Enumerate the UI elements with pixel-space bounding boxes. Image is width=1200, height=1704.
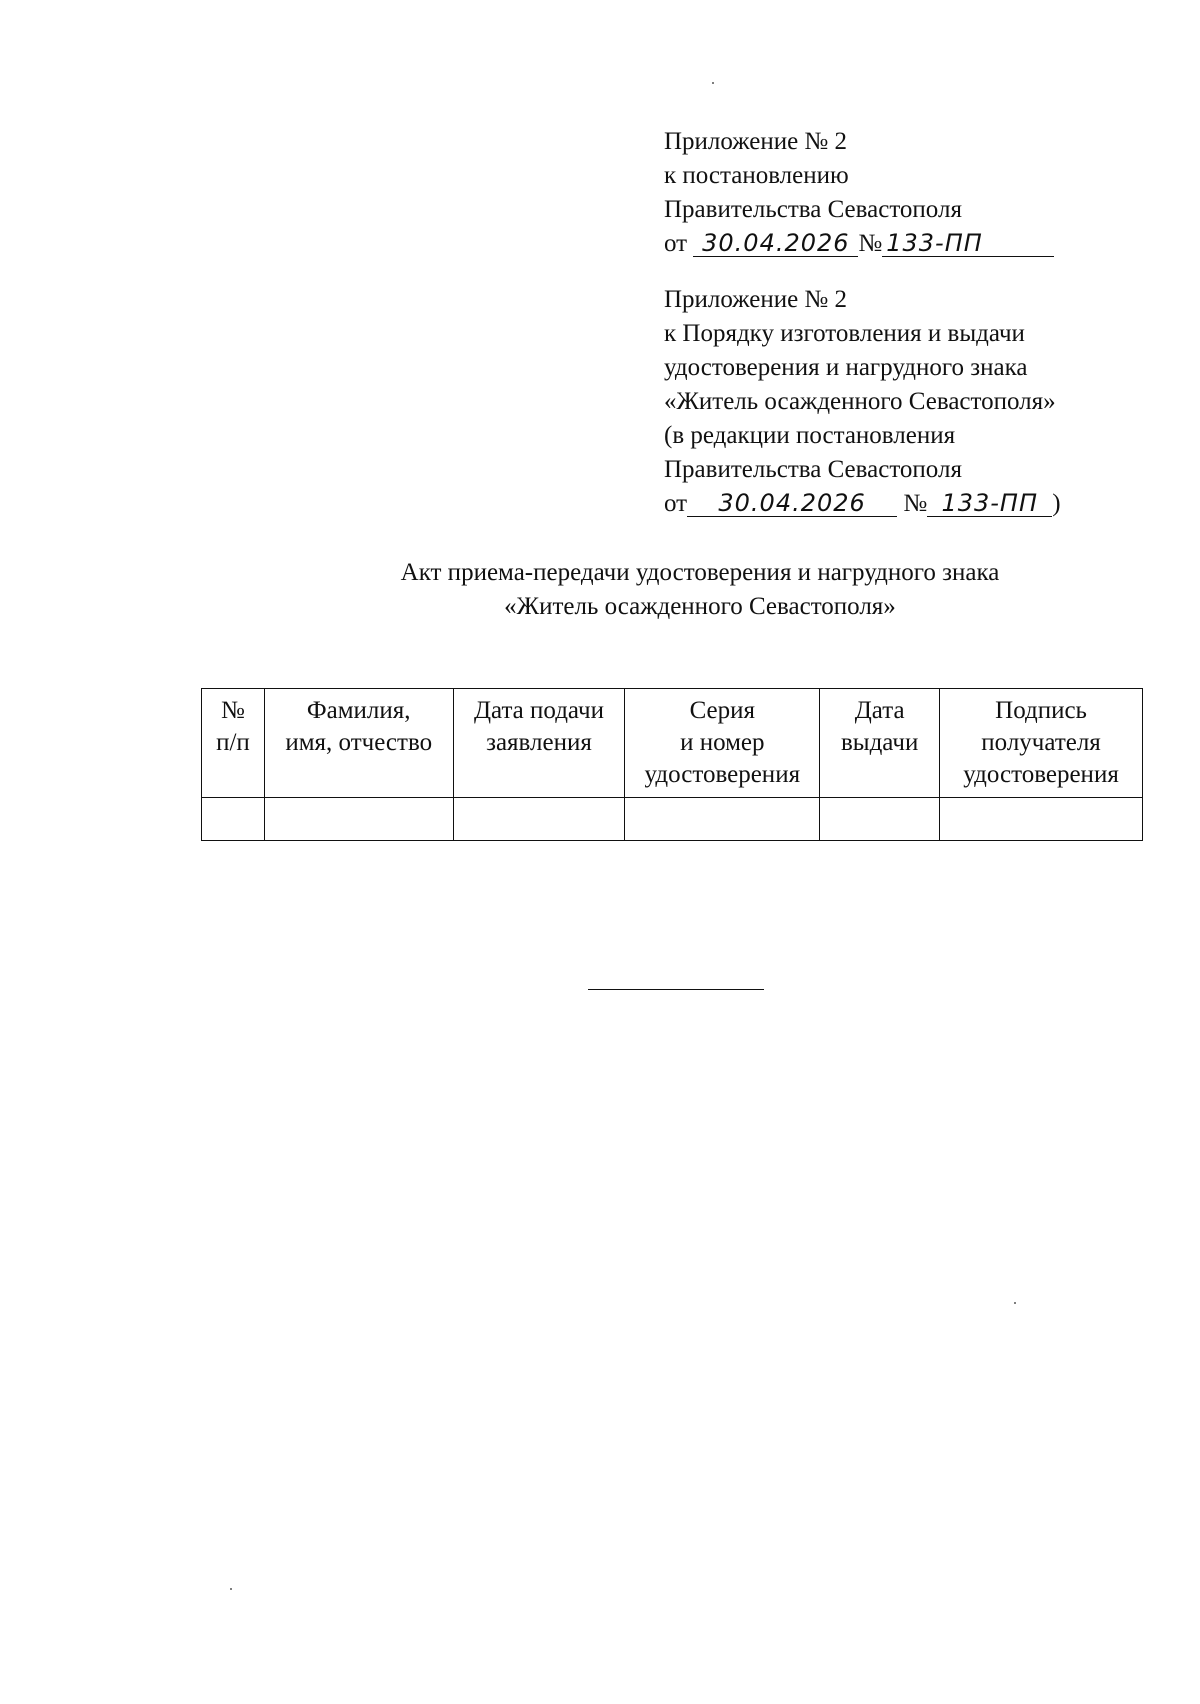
- appendix-subtitle: (в редакции постановления: [664, 422, 956, 449]
- closing-paren: ): [1052, 490, 1061, 517]
- scan-speck: [230, 1588, 232, 1590]
- table-header-row: [202, 689, 1143, 798]
- appendix-title: Приложение № 2: [664, 286, 848, 313]
- table-cell: [820, 798, 940, 841]
- handwritten-number: 133-ПП: [927, 490, 1052, 517]
- date-prefix: от: [664, 490, 688, 517]
- appendix-header-2: [664, 283, 1061, 521]
- table-cell: [202, 798, 265, 841]
- appendix-header-1: [664, 125, 1054, 261]
- column-header-full-name: Фамилия, имя, отчество: [264, 689, 453, 798]
- number-prefix: №: [858, 230, 883, 257]
- table-cell: [940, 798, 1143, 841]
- closing-separator: [588, 989, 764, 990]
- appendix-subtitle: к Порядку изготовления и выдачи: [664, 320, 1025, 347]
- appendix-subtitle: удостоверения и нагрудного знака: [664, 354, 1028, 381]
- column-header-number: № п/п: [202, 689, 265, 798]
- number-prefix: №: [903, 490, 928, 517]
- appendix-subtitle: к постановлению: [664, 162, 849, 189]
- appendix-date-line: [664, 487, 1061, 521]
- scan-speck: [712, 82, 714, 84]
- appendix-subtitle: «Житель осажденного Севастополя»: [664, 388, 1056, 415]
- column-header-application-date: Дата подачи заявления: [453, 689, 625, 798]
- column-header-certificate-series: Серия и номер удостоверения: [625, 689, 820, 798]
- appendix-authority: Правительства Севастополя: [664, 196, 962, 223]
- appendix-title: Приложение № 2: [664, 128, 848, 155]
- handwritten-number: 133-ПП: [882, 230, 1054, 257]
- table-row: [202, 798, 1143, 841]
- table-cell: [264, 798, 453, 841]
- table-cell: [625, 798, 820, 841]
- date-prefix: от: [664, 230, 688, 257]
- document-title-line: «Житель осажденного Севастополя»: [504, 593, 896, 620]
- column-header-issue-date: Дата выдачи: [820, 689, 940, 798]
- handwritten-date: 30.04.2026: [693, 230, 858, 257]
- appendix-date-line: [664, 227, 1054, 261]
- transfer-act-table: [201, 688, 1143, 841]
- scan-speck: [1014, 1302, 1016, 1304]
- handwritten-date: 30.04.2026: [687, 490, 897, 517]
- appendix-authority: Правительства Севастополя: [664, 456, 962, 483]
- column-header-recipient-signature: Подпись получателя удостоверения: [940, 689, 1143, 798]
- table-cell: [453, 798, 625, 841]
- document-title: [200, 556, 1200, 624]
- document-title-line: Акт приема-передачи удостоверения и нагрудного знака: [400, 559, 1000, 586]
